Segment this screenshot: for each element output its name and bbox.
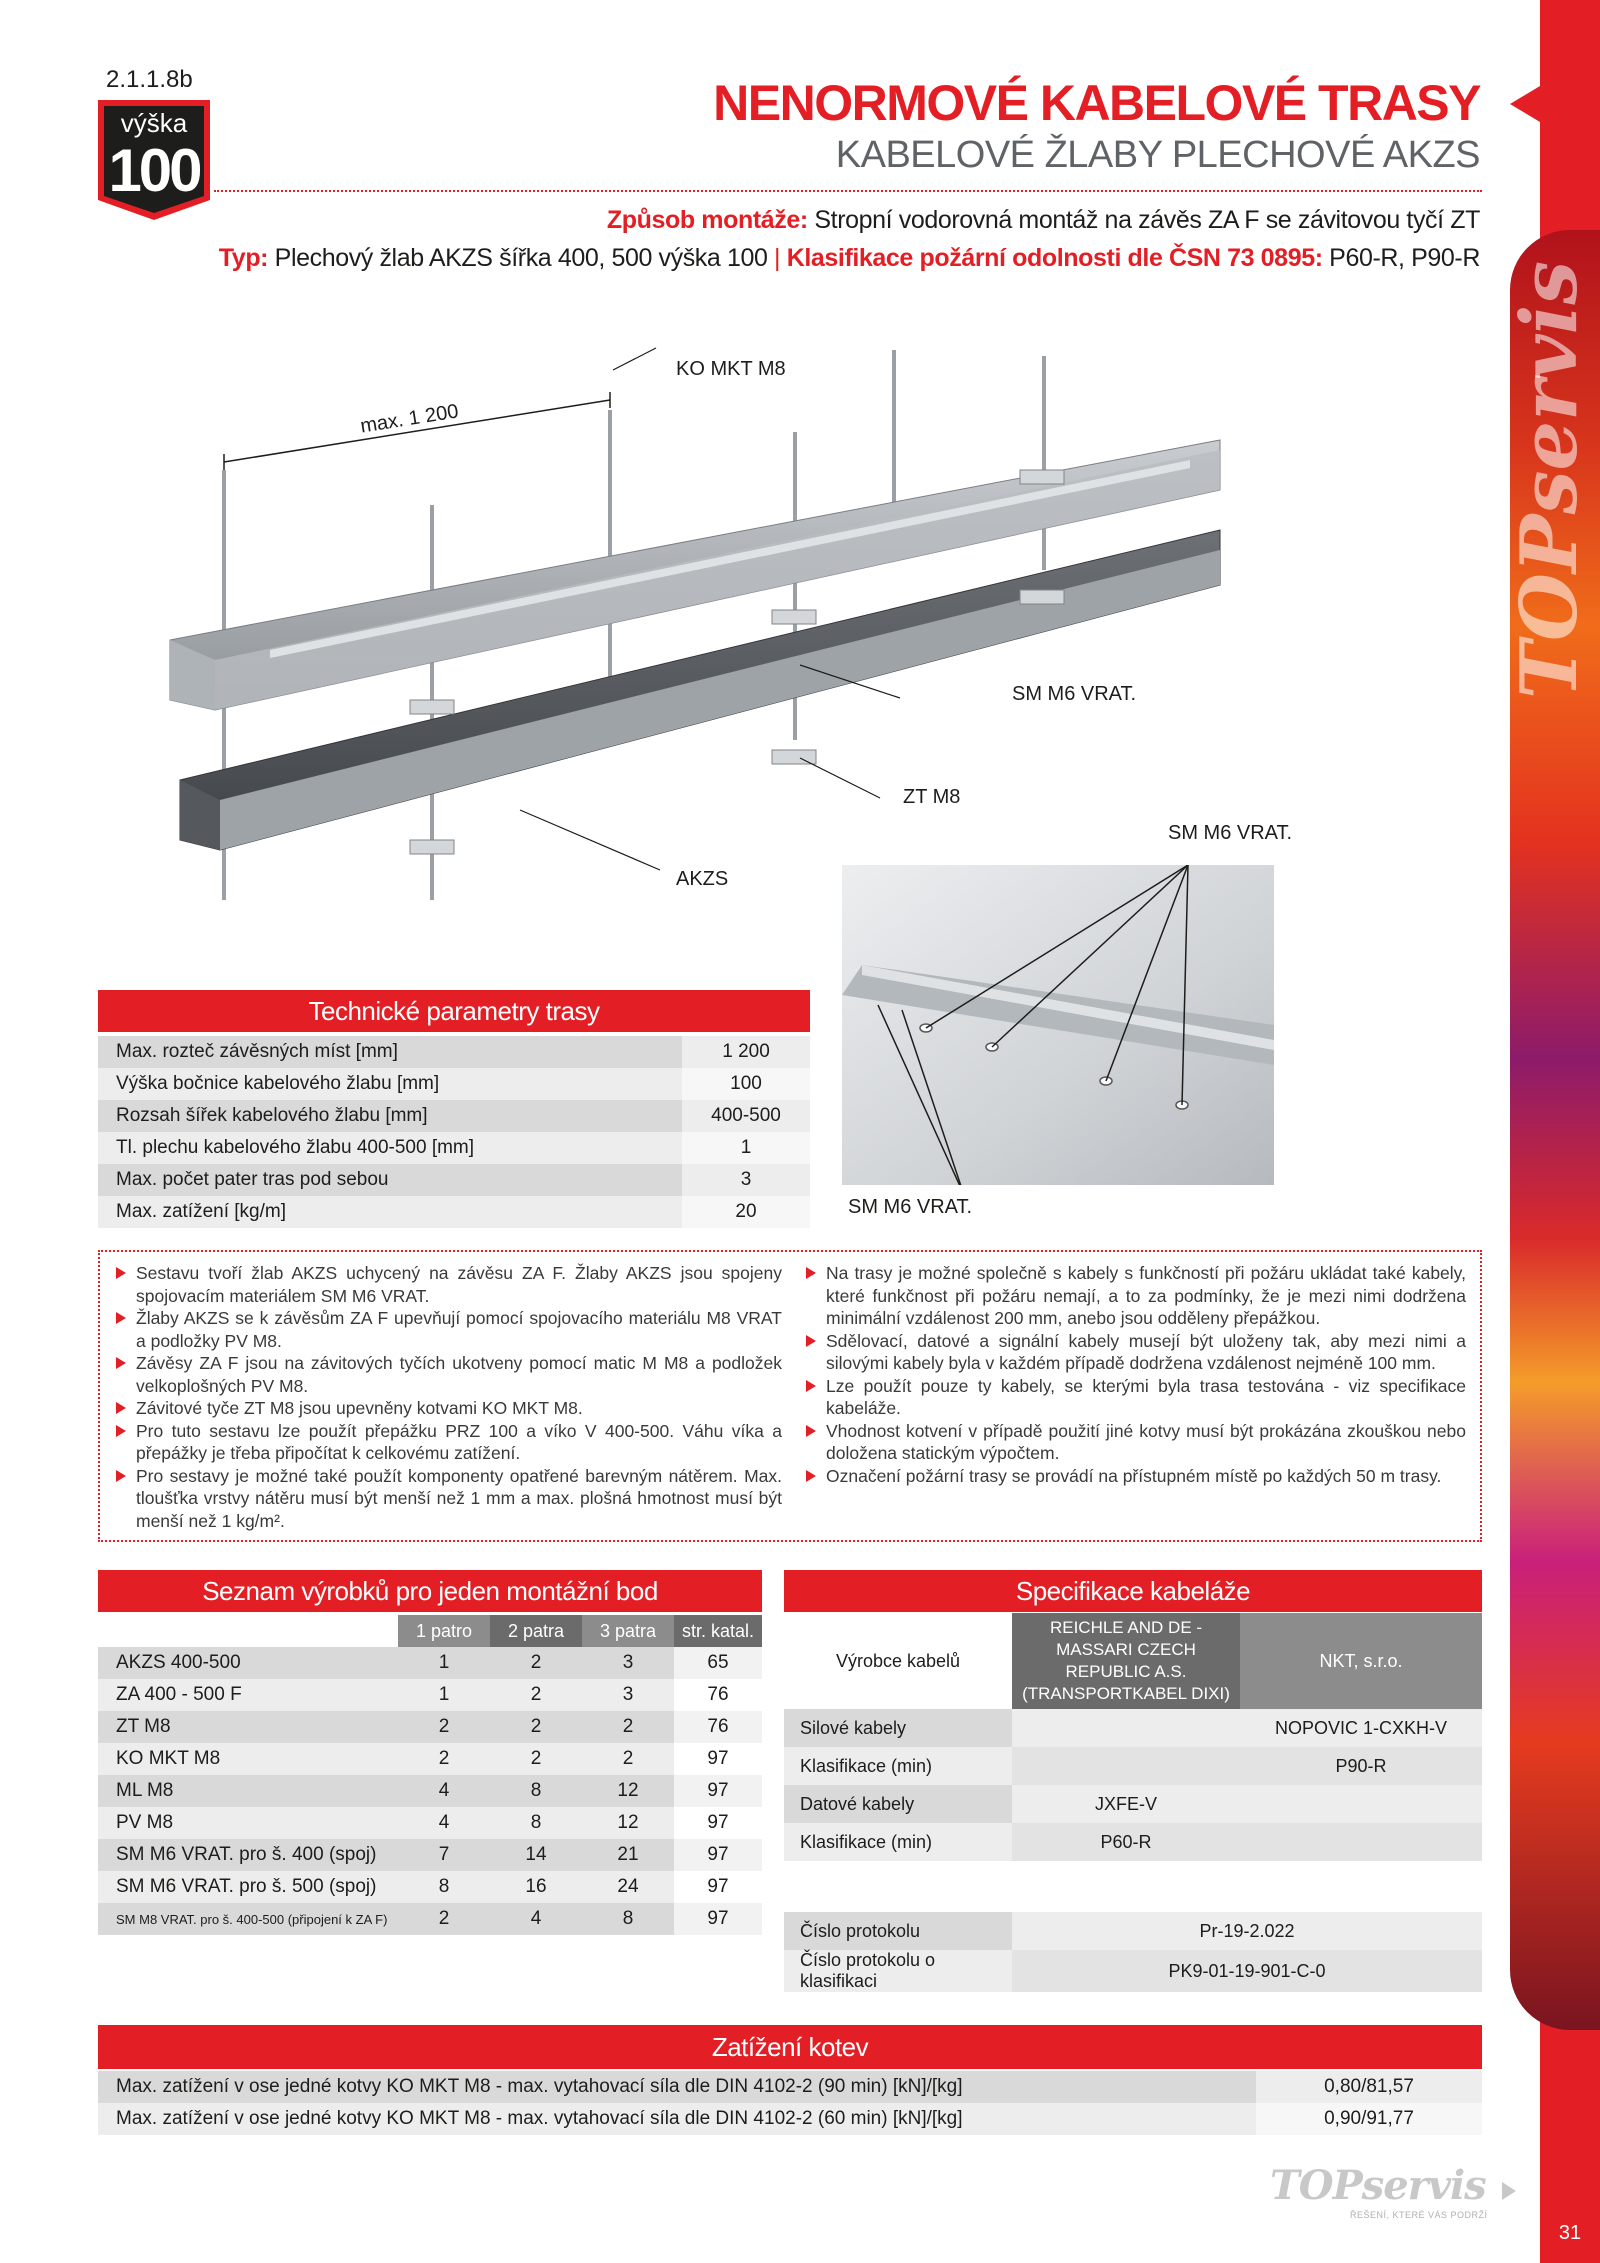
cabling-value-m2: P90-R bbox=[1240, 1747, 1482, 1785]
note-item bbox=[114, 1397, 782, 1420]
product-row bbox=[98, 1647, 762, 1679]
note-item bbox=[114, 1262, 782, 1307]
product-catalog-page: 97 bbox=[674, 1775, 762, 1807]
product-qty-p3: 8 bbox=[582, 1903, 674, 1935]
tech-param-value: 1 200 bbox=[682, 1036, 810, 1068]
protocol-label: Číslo protokolu bbox=[784, 1912, 1012, 1950]
note-item bbox=[804, 1420, 1466, 1465]
bullet-triangle-icon bbox=[116, 1312, 126, 1324]
product-qty-p1: 7 bbox=[398, 1839, 490, 1871]
label-sm-m6-1: SM M6 VRAT. bbox=[1012, 683, 1137, 705]
tech-param-label: Max. počet pater tras pod sebou bbox=[98, 1164, 682, 1196]
product-qty-p3: 2 bbox=[582, 1743, 674, 1775]
anchor-row bbox=[98, 2071, 1482, 2103]
tech-param-label: Max. rozteč závěsných míst [mm] bbox=[98, 1036, 682, 1068]
class-protocol-label: Číslo protokolu o klasifikaci bbox=[784, 1950, 1012, 1992]
col-1-patro: 1 patro bbox=[398, 1615, 490, 1647]
anchor-value: 0,90/91,77 bbox=[1256, 2103, 1482, 2135]
product-name: SM M6 VRAT. pro š. 500 (spoj) bbox=[98, 1871, 398, 1903]
tech-param-value: 20 bbox=[682, 1196, 810, 1228]
notes-left-column bbox=[114, 1262, 782, 1532]
product-qty-p3: 12 bbox=[582, 1807, 674, 1839]
tech-param-label: Max. zatížení [kg/m] bbox=[98, 1196, 682, 1228]
bullet-triangle-icon bbox=[806, 1267, 816, 1279]
type-info bbox=[219, 244, 1480, 273]
anchor-row bbox=[98, 2103, 1482, 2135]
manufacturer-label: Výrobce kabelů bbox=[784, 1613, 1012, 1709]
bullet-triangle-icon bbox=[116, 1267, 126, 1279]
product-name: ZT M8 bbox=[98, 1711, 398, 1743]
cabling-title: Specifikace kabeláže bbox=[784, 1570, 1482, 1612]
product-row bbox=[98, 1903, 762, 1935]
product-qty-p2: 4 bbox=[490, 1903, 582, 1935]
product-catalog-page: 76 bbox=[674, 1679, 762, 1711]
tech-param-value: 400-500 bbox=[682, 1100, 810, 1132]
product-qty-p3: 3 bbox=[582, 1647, 674, 1679]
note-text: Žlaby AKZS se k závěsům ZA F upevňují pomocí spojovacího materiálu M8 VRAT a podložky PV M8. bbox=[136, 1308, 782, 1351]
cabling-row-label: Klasifikace (min) bbox=[784, 1823, 1012, 1861]
class-protocol-row bbox=[784, 1950, 1482, 1992]
anchor-label: Max. zatížení v ose jedné kotvy KO MKT M8 - max. vytahovací síla dle DIN 4102-2 (60 min) [kN]/[kg] bbox=[98, 2103, 1256, 2135]
product-qty-p2: 16 bbox=[490, 1871, 582, 1903]
note-text: Na trasy je možné společně s kabely s funkčností při požáru ukládat také kabely, které funkčnost při požáru nemají, a to za podmínky, že je mezi nimi dodržena minimální vzdálenost 200 mm, anebo jsou odděleny přepážkou. bbox=[826, 1263, 1466, 1328]
tech-param-label: Rozsah šířek kabelového žlabu [mm] bbox=[98, 1100, 682, 1132]
bullet-triangle-icon bbox=[116, 1470, 126, 1482]
product-qty-p2: 8 bbox=[490, 1807, 582, 1839]
badge-value: 100 bbox=[108, 137, 200, 204]
footer-logo: TOPservis bbox=[1270, 2162, 1486, 2209]
anchor-value: 0,80/81,57 bbox=[1256, 2071, 1482, 2103]
products-column-header bbox=[98, 1615, 762, 1647]
product-row bbox=[98, 1679, 762, 1711]
note-text: Vhodnost kotvení v případě použití jiné kotvy musí být prokázána zkouškou nebo doložena statickým výpočtem. bbox=[826, 1420, 1466, 1463]
mounting-value: Stropní vodorovná montáž na závěs ZA F se závitovou tyčí ZT bbox=[814, 206, 1480, 234]
notes-right-column bbox=[804, 1262, 1466, 1487]
note-text: Pro sestavy je možné také použít komponenty opatřené barevným nátěrem. Max. tloušťka vrstvy nátěru musí být menší než 1 mm a max. plošná hmotnost musí být menší než 1 kg/m². bbox=[136, 1465, 782, 1531]
product-qty-p1: 8 bbox=[398, 1871, 490, 1903]
manufacturer-1: REICHLE AND DE - MASSARI CZECH REPUBLIC A.S. (TRANSPORTKABEL DIXI) bbox=[1012, 1613, 1240, 1709]
product-row bbox=[98, 1807, 762, 1839]
product-qty-p2: 14 bbox=[490, 1839, 582, 1871]
product-row bbox=[98, 1871, 762, 1903]
bullet-triangle-icon bbox=[806, 1425, 816, 1437]
type-label: Typ: bbox=[218, 244, 269, 272]
product-name: ZA 400 - 500 F bbox=[98, 1679, 398, 1711]
product-name: AKZS 400-500 bbox=[98, 1647, 398, 1679]
col-3-patra: 3 patra bbox=[582, 1615, 674, 1647]
product-row bbox=[98, 1775, 762, 1807]
label-max-spacing: max. 1 200 bbox=[358, 400, 460, 438]
label-sm-m6-2: SM M6 VRAT. bbox=[1168, 822, 1293, 844]
note-item bbox=[114, 1420, 782, 1465]
product-qty-p1: 4 bbox=[398, 1807, 490, 1839]
cabling-value-m1: JXFE-V bbox=[1012, 1785, 1240, 1823]
tech-param-row bbox=[98, 1164, 810, 1196]
tech-param-label: Výška bočnice kabelového žlabu [mm] bbox=[98, 1068, 682, 1100]
product-qty-p2: 2 bbox=[490, 1647, 582, 1679]
note-text: Pro tuto sestavu lze použít přepážku PRZ 100 a víko V 400-500. Váhu víka a přepážky je třeba připočítat k celkovému zatížení. bbox=[136, 1420, 782, 1463]
title-tab-notch bbox=[1510, 86, 1540, 122]
product-row bbox=[98, 1839, 762, 1871]
bullet-triangle-icon bbox=[116, 1425, 126, 1437]
product-name: SM M6 VRAT. pro š. 400 (spoj) bbox=[98, 1839, 398, 1871]
note-item bbox=[804, 1330, 1466, 1375]
note-text: Označení požární trasy se provádí na přístupném místě po každých 50 m trasy. bbox=[826, 1465, 1442, 1486]
cabling-row-label: Silové kabely bbox=[784, 1709, 1012, 1747]
page-subtitle: KABELOVÉ ŽLABY PLECHOVÉ AKZS bbox=[835, 134, 1480, 176]
tech-param-row bbox=[98, 1100, 810, 1132]
product-qty-p3: 21 bbox=[582, 1839, 674, 1871]
product-qty-p1: 2 bbox=[398, 1711, 490, 1743]
type-value: Plechový žlab AKZS šířka 400, 500 výška 100 bbox=[274, 244, 768, 272]
title-divider bbox=[214, 190, 1482, 192]
product-qty-p2: 8 bbox=[490, 1775, 582, 1807]
col-catalog-page: str. katal. bbox=[674, 1615, 762, 1647]
cabling-value-m1 bbox=[1012, 1709, 1240, 1747]
note-item bbox=[114, 1352, 782, 1397]
note-text: Sdělovací, datové a signální kabely musejí být uloženy tak, aby mezi nimi a silovými kabely byla v každém případě dodržena vzdálenost nejméně 100 mm. bbox=[826, 1330, 1466, 1373]
product-name: KO MKT M8 bbox=[98, 1743, 398, 1775]
bullet-triangle-icon bbox=[116, 1402, 126, 1414]
notes-box bbox=[98, 1250, 1482, 1542]
tech-params-table bbox=[98, 1036, 810, 1228]
cabling-table bbox=[784, 1613, 1482, 1861]
product-qty-p2: 2 bbox=[490, 1743, 582, 1775]
note-text: Závitové tyče ZT M8 jsou upevněny kotvami KO MKT M8. bbox=[136, 1398, 583, 1418]
class-protocol-value: PK9-01-19-901-C-0 bbox=[1012, 1950, 1482, 1992]
note-text: Sestavu tvoří žlab AKZS uchycený na závěsu ZA F. Žlaby AKZS jsou spojeny spojovacím materiálem SM M6 VRAT. bbox=[136, 1263, 782, 1306]
products-title: Seznam výrobků pro jeden montážní bod bbox=[98, 1570, 762, 1612]
protocol-table bbox=[784, 1912, 1482, 1992]
product-qty-p1: 1 bbox=[398, 1679, 490, 1711]
anchors-title: Zatížení kotev bbox=[98, 2025, 1482, 2069]
product-row bbox=[98, 1743, 762, 1775]
cabling-value-m1 bbox=[1012, 1747, 1240, 1785]
product-catalog-page: 97 bbox=[674, 1871, 762, 1903]
fire-class-value: P60-R, P90-R bbox=[1329, 244, 1480, 272]
col-2-patra: 2 patra bbox=[490, 1615, 582, 1647]
product-name: SM M8 VRAT. pro š. 400-500 (připojení k ZA F) bbox=[98, 1903, 398, 1935]
product-qty-p1: 1 bbox=[398, 1647, 490, 1679]
protocol-row bbox=[784, 1912, 1482, 1950]
label-sm-m6-3: SM M6 VRAT. bbox=[848, 1196, 973, 1218]
product-name: ML M8 bbox=[98, 1775, 398, 1807]
bullet-triangle-icon bbox=[806, 1470, 816, 1482]
product-catalog-page: 97 bbox=[674, 1807, 762, 1839]
cabling-row-label: Klasifikace (min) bbox=[784, 1747, 1012, 1785]
side-brand-logo: TOPservis bbox=[1504, 260, 1595, 700]
bullet-triangle-icon bbox=[806, 1380, 816, 1392]
cabling-value-m1: P60-R bbox=[1012, 1823, 1240, 1861]
mounting-label: Způsob montáže: bbox=[606, 206, 808, 234]
product-catalog-page: 97 bbox=[674, 1839, 762, 1871]
section-code: 2.1.1.8b bbox=[106, 66, 193, 93]
tech-param-label: Tl. plechu kabelového žlabu 400-500 [mm] bbox=[98, 1132, 682, 1164]
cabling-value-m2 bbox=[1240, 1823, 1482, 1861]
fire-class-label: Klasifikace požární odolnosti dle ČSN 73 0895: bbox=[786, 244, 1323, 272]
note-item bbox=[804, 1375, 1466, 1420]
tech-param-row bbox=[98, 1036, 810, 1068]
product-qty-p2: 2 bbox=[490, 1711, 582, 1743]
badge-label: výška bbox=[120, 108, 188, 138]
product-qty-p2: 2 bbox=[490, 1679, 582, 1711]
page-number: 31 bbox=[1558, 2222, 1582, 2244]
footer-slogan: ŘEŠENÍ, KTERÉ VÁS PODRŽÍ bbox=[1350, 2210, 1488, 2220]
page-title: NENORMOVÉ KABELOVÉ TRASY bbox=[713, 75, 1480, 131]
protocol-value: Pr-19-2.022 bbox=[1012, 1912, 1482, 1950]
cabling-row-label: Datové kabely bbox=[784, 1785, 1012, 1823]
detail-photo bbox=[842, 865, 1274, 1185]
product-qty-p3: 2 bbox=[582, 1711, 674, 1743]
type-separator: | bbox=[774, 244, 781, 272]
cabling-row bbox=[784, 1709, 1482, 1747]
tech-param-value: 3 bbox=[682, 1164, 810, 1196]
product-qty-p1: 2 bbox=[398, 1903, 490, 1935]
tech-params-title: Technické parametry trasy bbox=[98, 990, 810, 1032]
product-catalog-page: 97 bbox=[674, 1903, 762, 1935]
label-akzs: AKZS bbox=[676, 868, 729, 890]
product-qty-p3: 24 bbox=[582, 1871, 674, 1903]
product-qty-p3: 3 bbox=[582, 1679, 674, 1711]
product-catalog-page: 97 bbox=[674, 1743, 762, 1775]
cabling-row bbox=[784, 1747, 1482, 1785]
note-text: Závěsy ZA F jsou na závitových tyčích ukotveny pomocí matic M M8 a podložek velkoplošných PV M8. bbox=[136, 1353, 782, 1396]
cabling-value-m2 bbox=[1240, 1785, 1482, 1823]
tech-param-row bbox=[98, 1068, 810, 1100]
next-page-arrow-icon bbox=[1502, 2182, 1516, 2200]
note-item bbox=[804, 1262, 1466, 1330]
bullet-triangle-icon bbox=[806, 1335, 816, 1347]
bullet-triangle-icon bbox=[116, 1357, 126, 1369]
product-qty-p3: 12 bbox=[582, 1775, 674, 1807]
mounting-info bbox=[607, 206, 1480, 235]
note-item bbox=[804, 1465, 1466, 1488]
label-zt-m8: ZT M8 bbox=[903, 786, 961, 808]
tech-param-row bbox=[98, 1196, 810, 1228]
note-text: Lze použít pouze ty kabely, se kterými byla trasa testována - viz specifikace kabeláže. bbox=[826, 1375, 1466, 1418]
product-qty-p1: 4 bbox=[398, 1775, 490, 1807]
product-catalog-page: 76 bbox=[674, 1711, 762, 1743]
tech-param-value: 100 bbox=[682, 1068, 810, 1100]
product-name: PV M8 bbox=[98, 1807, 398, 1839]
cabling-row bbox=[784, 1785, 1482, 1823]
manufacturer-row bbox=[784, 1613, 1482, 1709]
product-row bbox=[98, 1711, 762, 1743]
manufacturer-2: NKT, s.r.o. bbox=[1240, 1613, 1482, 1709]
cable-tray-drawing bbox=[140, 340, 1300, 940]
cabling-row bbox=[784, 1823, 1482, 1861]
note-item bbox=[114, 1465, 782, 1533]
note-item bbox=[114, 1307, 782, 1352]
product-catalog-page: 65 bbox=[674, 1647, 762, 1679]
anchors-table bbox=[98, 2071, 1482, 2135]
products-table bbox=[98, 1615, 762, 1935]
tech-param-row bbox=[98, 1132, 810, 1164]
cabling-value-m2: NOPOVIC 1-CXKH-V bbox=[1240, 1709, 1482, 1747]
label-ko-mkt: KO MKT M8 bbox=[676, 358, 786, 380]
product-qty-p1: 2 bbox=[398, 1743, 490, 1775]
tech-param-value: 1 bbox=[682, 1132, 810, 1164]
anchor-label: Max. zatížení v ose jedné kotvy KO MKT M8 - max. vytahovací síla dle DIN 4102-2 (90 min) [kN]/[kg] bbox=[98, 2071, 1256, 2103]
